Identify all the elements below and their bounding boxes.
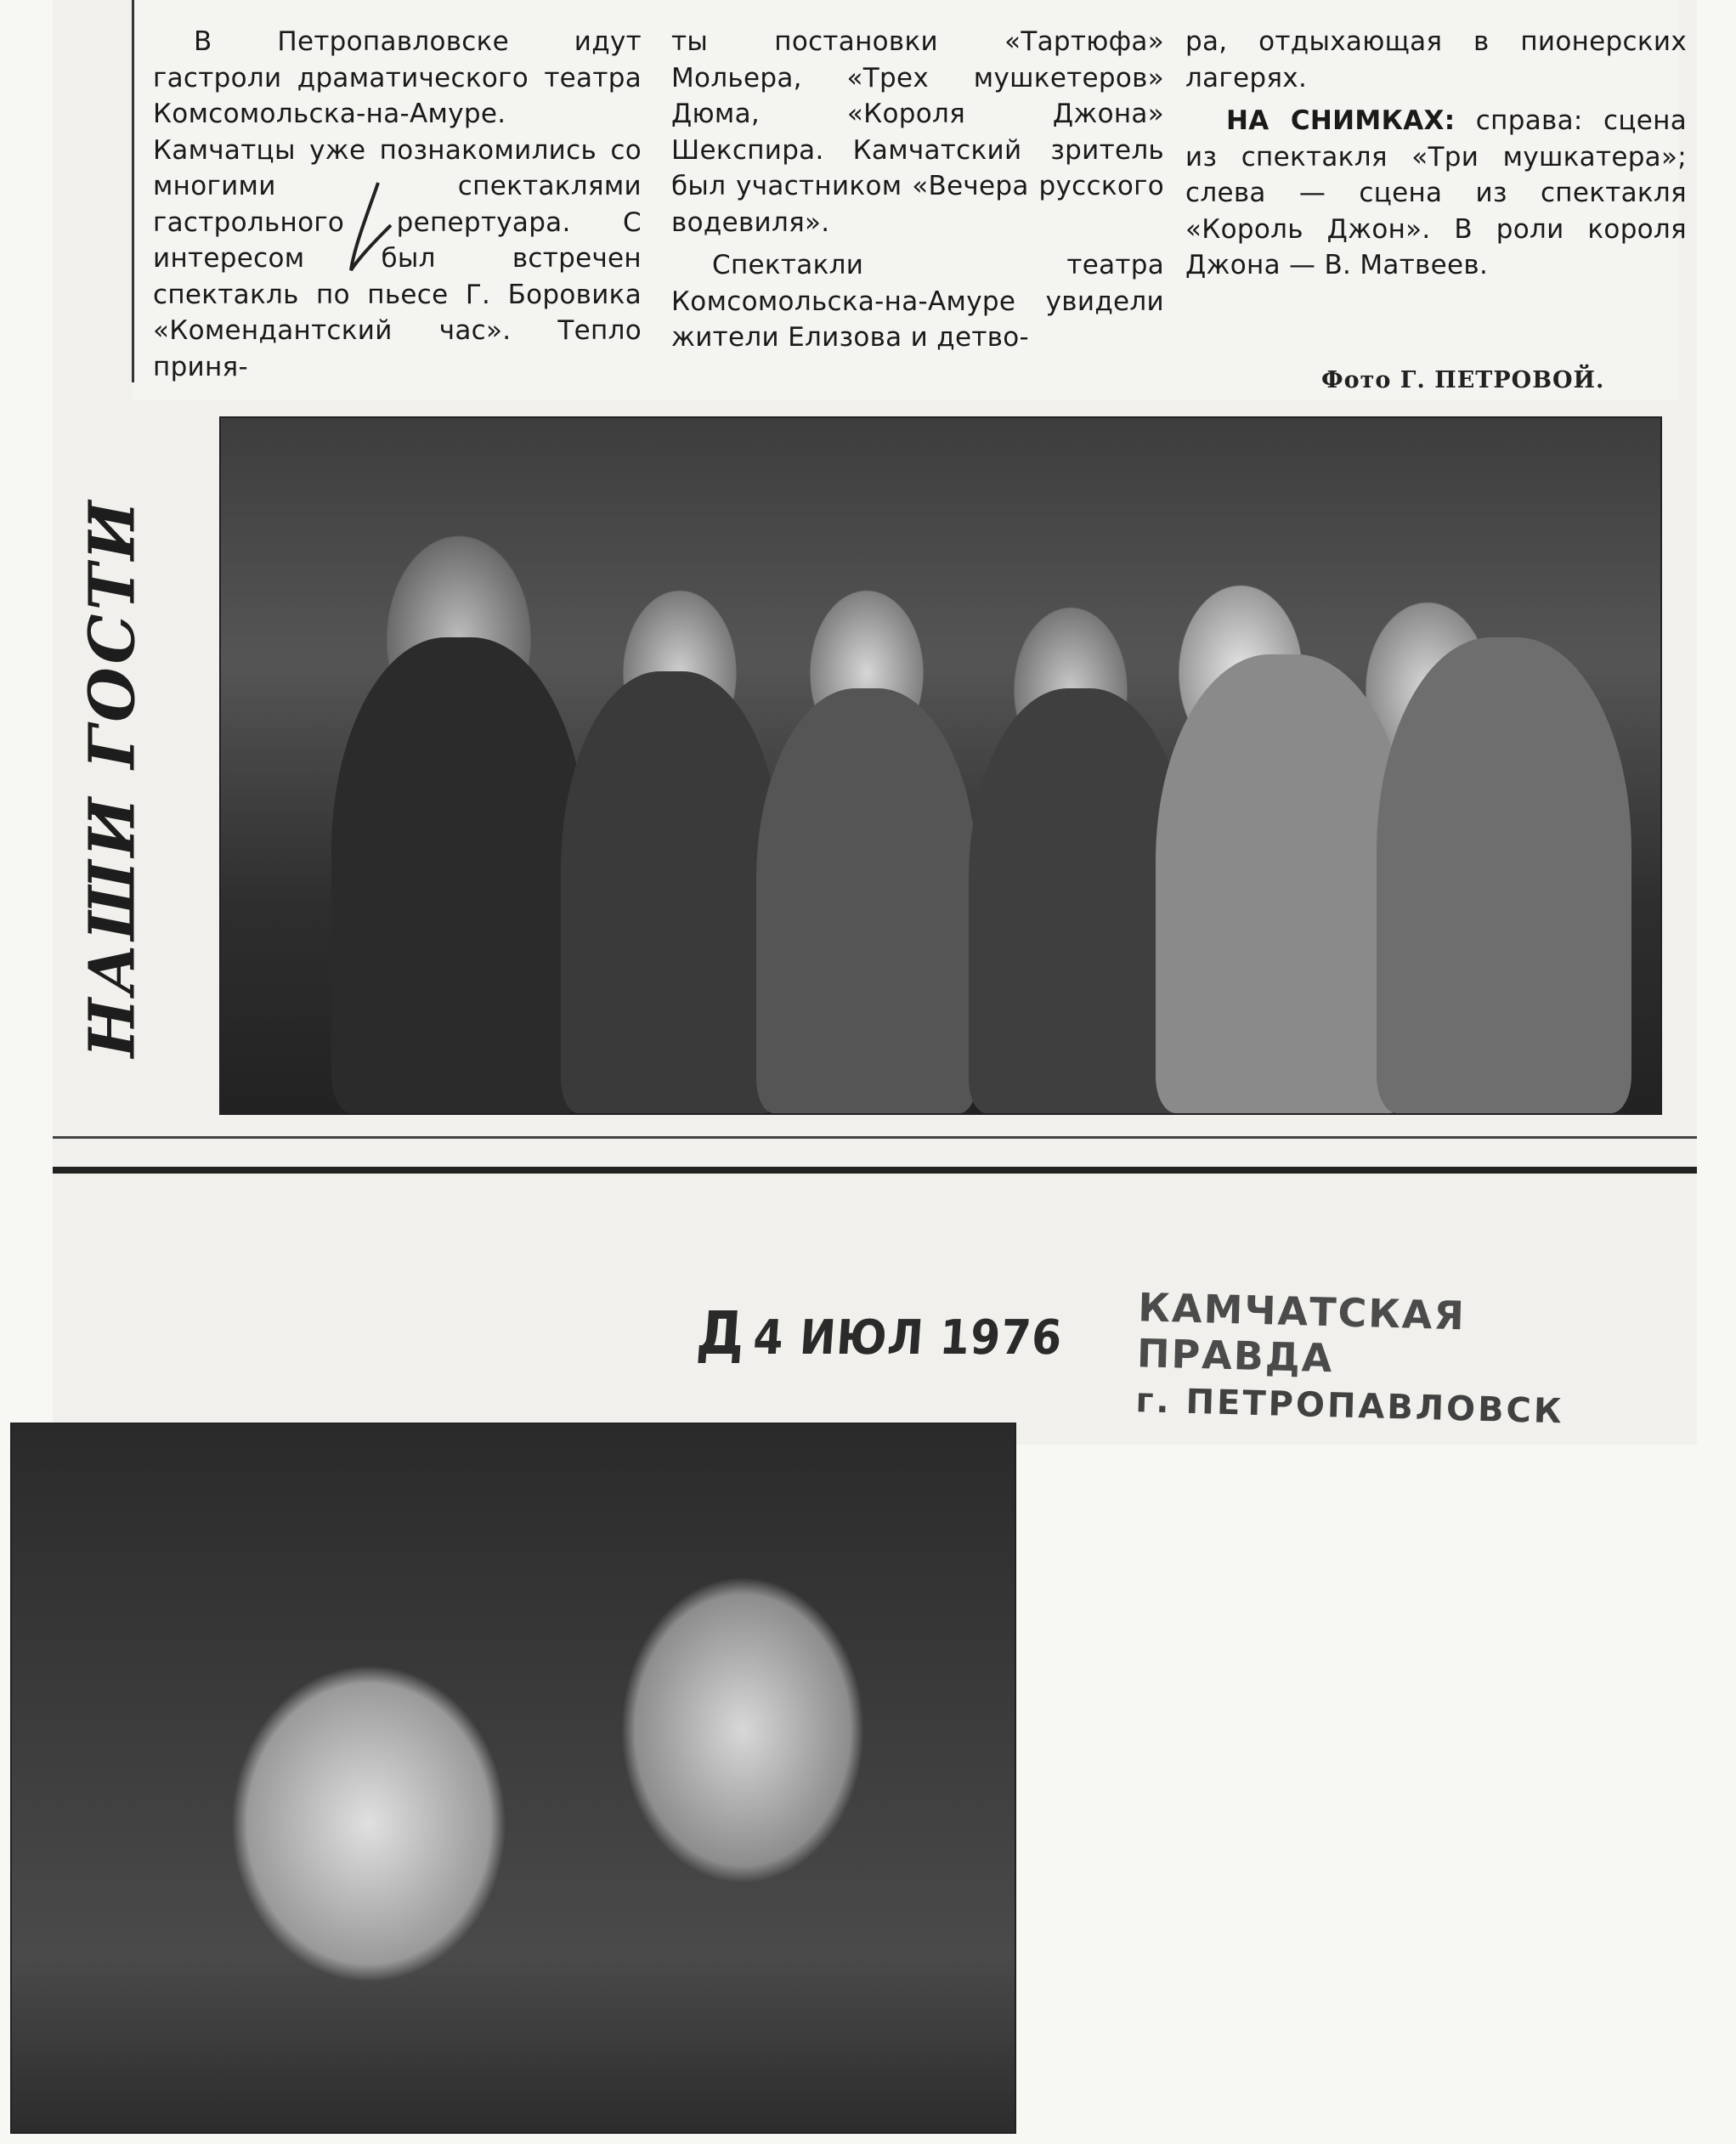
- article-paragraph: ра, отдыхающая в пионерских лагерях.: [1185, 26, 1687, 93]
- column-rule-left: [132, 0, 134, 382]
- article-column-2: [671, 24, 1164, 363]
- divider-rule: [53, 1136, 1697, 1139]
- newspaper-stamp-city: г. ПЕТРОПАВЛОВСК: [1134, 1381, 1565, 1432]
- article-paragraph: ты постановки «Тартюфа» Мольера, «Трех мушкетеров» Дюма, «Короля Джона» Шекспира. Камчатский зритель был участником «Вечера русского водевиля».: [671, 26, 1164, 238]
- article-column-1: [153, 24, 642, 392]
- section-heading-text: НАШИ ГОСТИ: [76, 497, 150, 1058]
- handwritten-check-icon: [344, 178, 395, 276]
- caption-lead: НА СНИМКАХ:: [1226, 105, 1456, 136]
- photo-three-musketeers: [219, 416, 1662, 1115]
- photo-king-john: [10, 1423, 1016, 2134]
- figure-silhouette: [331, 637, 586, 1113]
- date-stamp: [694, 1298, 1065, 1368]
- divider-rule-heavy: [53, 1167, 1697, 1174]
- newspaper-stamp: [1135, 1284, 1580, 1432]
- article-column-3: [1185, 24, 1687, 291]
- photo-credit: Фото Г. ПЕТРОВОЙ.: [1321, 367, 1605, 393]
- section-heading: [75, 484, 151, 1071]
- date-stamp-prefix: Д: [694, 1298, 748, 1368]
- figure-silhouette: [756, 688, 977, 1113]
- article-paragraph: В Петропавловске идут гастроли драматического театра Комсомольска-на-Амуре. Камчатцы уже познакомились со многими спектаклями гастрольного репертуара. С интересом был встречен спектакль по пьесе Г. Боровика «Комендантский час». Тепло приня-: [153, 26, 642, 382]
- figure-silhouette: [1377, 637, 1631, 1113]
- date-stamp-text: 4 ИЮЛ 1976: [751, 1310, 1065, 1366]
- article-paragraph: Спектакли театра Комсомольска-на-Амуре увидели жители Елизова и детво-: [671, 250, 1164, 353]
- figure-silhouette: [1156, 654, 1411, 1113]
- newspaper-stamp-title: КАМЧАТСКАЯ ПРАВДА: [1136, 1284, 1467, 1382]
- figure-silhouette: [561, 671, 782, 1113]
- caption-text: справа: сцена из спектакля «Три мушкатера»; слева — сцена из спектакля «Король Джон». В роли короля Джона — В. Матвеев.: [1185, 105, 1687, 280]
- photo-caption: [1185, 103, 1687, 284]
